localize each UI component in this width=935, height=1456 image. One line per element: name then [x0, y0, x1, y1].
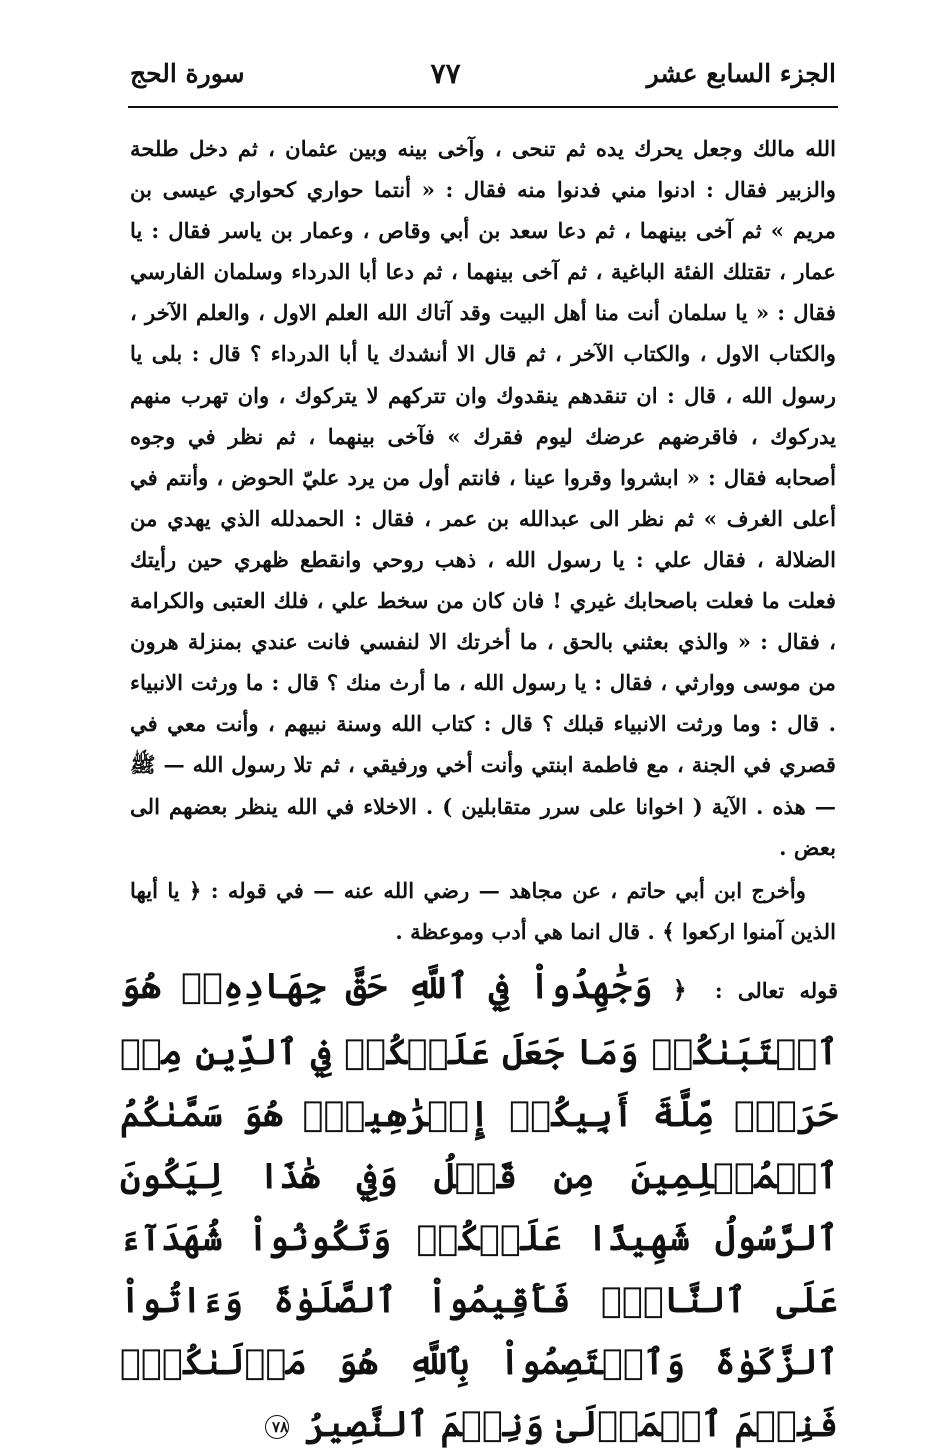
header-rule [128, 106, 838, 108]
paragraph-1: الله مالك وجعل يحرك يده ثم تنحى ، وآخى بينه وبين عثمان ، ثم دخل طلحة والزبير فقال : ادنوا مني فدنوا منه فقال : « أنتما حواري كحواري عيسى بن مريم » ثم آخى بينهما ، ثم دعا سعد بن أبي وقاص ، وعمار بن ياسر فقال : يا عمار ، تقتلك الفئة الباغية ، ثم آخى بينهما ، ثم دعا أبا الدرداء وسلمان الفارسي فقال : « يا سلمان أنت منا أهل البيت وقد آتاك الله العلم الاول ، والعلم الآخر ، والكتاب الاول ، والكتاب الآخر ، ثم قال الا أنشدك يا أبا الدرداء ؟ قال : بلى يا رسول الله ، قال : ان تنقدهم ينقدوك وان تتركهم لا يتركوك ، وان تهرب منهم يدركوك ، فاقرضهم عرضك ليوم فقرك » فآخى بينهما ، ثم نظر في وجوه أصحابه فقال : « ابشروا وقروا عينا ، فانتم أول من يرد عليّ الحوض ، وأنتم في أعلى الغرف » ثم نظر الى عبدالله بن عمر ، فقال : الحمدلله الذي يهدي من الضلالة ، فقال علي : يا رسول الله ، ذهب روحي وانقطع ظهري حين رأيتك فعلت ما فعلت باصحابك غيري ! فان كان من سخط علي ، فلك العتبى والكرامة ، فقال : « والذي بعثني بالحق ، ما أخرتك الا لنفسي فانت عندي بمنزلة هرون من موسى ووارثي ، فقال : يا رسول الله ، ما أرث منك ؟ قال : ما ورثت الانبياء . قال : وما ورثت الانبياء قبلك ؟ قال : كتاب الله وسنة نبيهم ، وأنت معي في قصري في الجنة ، مع فاطمة ابنتي وأنت أخي ورفيقي ، ثم تلا رسول الله — ﷺ — هذه . الآية ( اخوانا على سرر متقابلين ) . الاخلاء في الله ينظر بعضهم الى بعض . [130, 136, 836, 860]
verse-open-brace: ﴿ [672, 975, 687, 1004]
page-header [130, 52, 836, 94]
page-number: ٧٧ [430, 56, 461, 90]
verse-text: وَجَٰهِدُواْ فِي ٱللَّهِ حَقَّ جِهَادِهِۦۚ هُوَ ٱجۡتَبَىٰكُمۡ وَمَا جَعَلَ عَلَيۡكُمۡ فِي ٱلدِّينِ مِنۡ حَرَجٖۚ مِّلَّةَ أَبِيكُمۡ إِبۡرَٰهِيمَۚ هُوَ سَمَّىٰكُمُ ٱلۡمُسۡلِمِينَ مِن قَبۡلُ وَفِي هَٰذَا لِيَكُونَ ٱلرَّسُولُ شَهِيدًا عَلَيۡكُمۡ وَتَكُونُواْ شُهَدَآءَ عَلَى ٱلنَّاسِۚ فَأَقِيمُواْ ٱلصَّلَوٰةَ وَءَاتُواْ ٱلزَّكَوٰةَ وَٱعۡتَصِمُواْ بِٱللَّهِ هُوَ مَوۡلَىٰكُمۡۖ فَنِعۡمَ ٱلۡمَوۡلَىٰ وَنِعۡمَ ٱلنَّصِيرُ [120, 966, 838, 1445]
body-text [130, 128, 836, 952]
verse-number: ٧٨ [265, 1415, 289, 1439]
juz-label: الجزء السابع عشر [646, 58, 836, 88]
surah-label: سورة الحج [130, 58, 245, 88]
verse-intro: قوله تعالى : [714, 978, 839, 1003]
quran-verse [120, 956, 838, 1456]
paragraph-2: وأخرج ابن أبي حاتم ، عن مجاهد — رضي الله عنه — في قوله : ﴿ يا أيها الذين آمنوا اركعوا ﴾ . قال انما هي أدب وموعظة . [130, 877, 836, 944]
